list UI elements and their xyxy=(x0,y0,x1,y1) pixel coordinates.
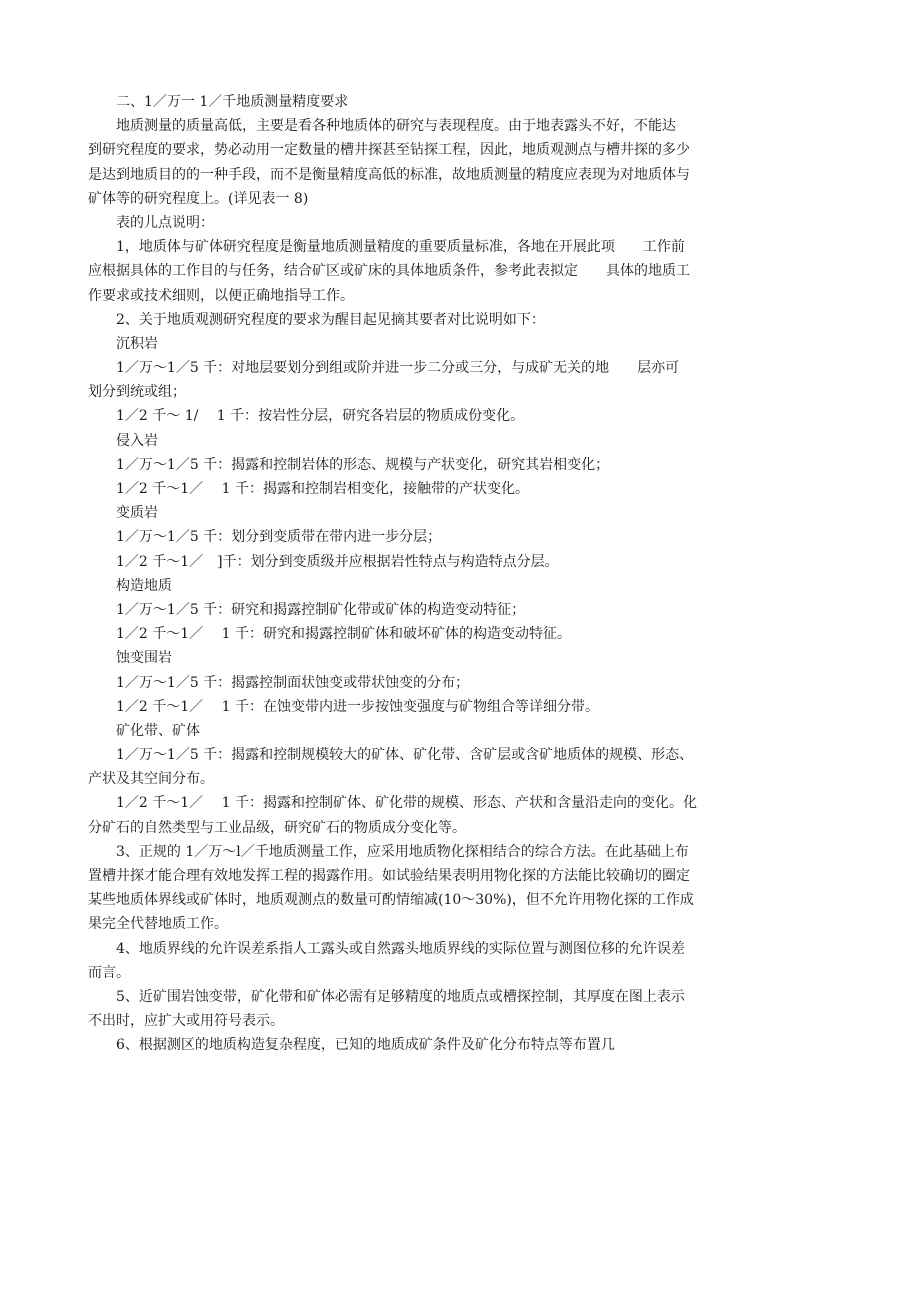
text-line: 产状及其空间分布。 xyxy=(88,771,214,788)
text-line: 1／2 千～1／ 1 千：揭露和控制岩相变化，接触带的产状变化。 xyxy=(116,481,529,497)
text-line: 变质岩 xyxy=(116,505,158,522)
text-line: 应根据具体的工作目的与任务，结合矿区或矿床的具体地质条件，参考此表拟定 具体的地质工 xyxy=(88,263,690,280)
text-line: 1／2 千～1／ ]千：划分到变质级并应根据岩性特点与构造特点分层。 xyxy=(116,553,559,570)
document-page xyxy=(88,90,788,1058)
text-line: 1／万～1／5 千：揭露控制面状蚀变或带状蚀变的分布； xyxy=(116,674,470,691)
text-line: 不出时，应扩大或用符号表示。 xyxy=(88,1013,284,1030)
text-line: 1／2 千～1／ 1 千：在蚀变带内进一步按蚀变强度与矿物组合等详细分带。 xyxy=(116,698,599,715)
text-line: 6、根据测区的地质构造复杂程度，已知的地质成矿条件及矿化分布特点等布置几 xyxy=(116,1037,615,1054)
text-line: 构造地质 xyxy=(116,577,172,594)
text-line: 划分到统或组； xyxy=(88,384,186,401)
text-line: 侵入岩 xyxy=(116,432,158,449)
text-line: 某些地质体界线或矿体时，地质观测点的数量可酌情缩减(10～30%)，但不允许用物化探的工作成 xyxy=(88,892,694,909)
text-line: 果完全代替地质工作。 xyxy=(88,916,228,933)
text-line: 4、地质界线的允许误差系指人工露头或自然露头地质界线的实际位置与测图位移的允许误差 xyxy=(116,940,685,957)
text-line: 是达到地质目的的一种手段，而不是衡量精度高低的标准，故地质测量的精度应表现为对地质体与 xyxy=(88,166,690,183)
text-line: 3、正规的 1／万～l／千地质测量工作，应采用地质物化探相结合的综合方法。在此基础上布 xyxy=(116,843,689,860)
text-line: 矿化带、矿体 xyxy=(116,722,200,739)
text-line: 1／万～1／5 千：揭露和控制规模较大的矿体、矿化带、含矿层或含矿地质体的规模、形态、 xyxy=(116,747,694,764)
text-line: 沉积岩 xyxy=(116,335,158,352)
text-line: 而言。 xyxy=(88,964,130,981)
text-line: 1，地质体与矿体研究程度是衡量地质测量精度的重要质量标准，各地在开展此项 工作前 xyxy=(116,239,685,256)
text-line: 1／万～1／5 千：研究和揭露控制矿化带或矿体的构造变动特征； xyxy=(116,601,526,618)
text-line: 1／万～1／5 千：对地层要划分到组或阶并进一步二分或三分，与成矿无关的地 层亦可 xyxy=(116,360,680,377)
text-line: 5、近矿围岩蚀变带，矿化带和矿体必需有足够精度的地质点或槽探控制，其厚度在图上表示 xyxy=(116,988,685,1005)
text-line: 表的儿点说明： xyxy=(116,214,214,231)
text-line: 1／万～1／5 千：划分到变质带在带内进一步分层； xyxy=(116,529,442,546)
text-line: 1／2 千～1／ 1 千：研究和揭露控制矿体和破坏矿体的构造变动特征。 xyxy=(116,626,571,643)
text-line: 蚀变围岩 xyxy=(116,650,172,667)
text-line: 到研究程度的要求，势必动用一定数量的槽井探甚至钻探工程，因此，地质观测点与槽井探的多少 xyxy=(88,142,690,159)
text-line: 地质测量的质量高低，主要是看各种地质体的研究与表现程度。由于地表露头不好，不能达 xyxy=(116,118,676,135)
text-line: 1／2 千～ 1/ 1 千：按岩性分层，研究各岩层的物质成份变化。 xyxy=(116,408,525,425)
text-line: 分矿石的自然类型与工业品级，研究矿石的物质成分变化等。 xyxy=(88,819,466,836)
text-line: 作要求或技术细则，以便正确地指导工作。 xyxy=(88,287,354,304)
document-body xyxy=(88,114,788,1057)
text-line: 矿体等的研究程度上。(详见表一 8) xyxy=(88,190,309,207)
text-line: 1／万～1／5 千：揭露和控制岩体的形态、规模与产状变化，研究其岩相变化； xyxy=(116,456,610,473)
text-line: 置槽井探才能合理有效地发挥工程的揭露作用。如试验结果表明用物化探的方法能比较确切的圈定 xyxy=(88,868,690,884)
text-line: 1／2 千～1／ 1 千：揭露和控制矿体、矿化带的规模、形态、产状和含量沿走向的变化。化 xyxy=(116,795,697,812)
text-line: 2、关于地质观测研究程度的要求为醒目起见摘其要者对比说明如下： xyxy=(116,311,545,328)
section-heading: 二、1／万一 1／千地质测量精度要求 xyxy=(116,94,349,110)
